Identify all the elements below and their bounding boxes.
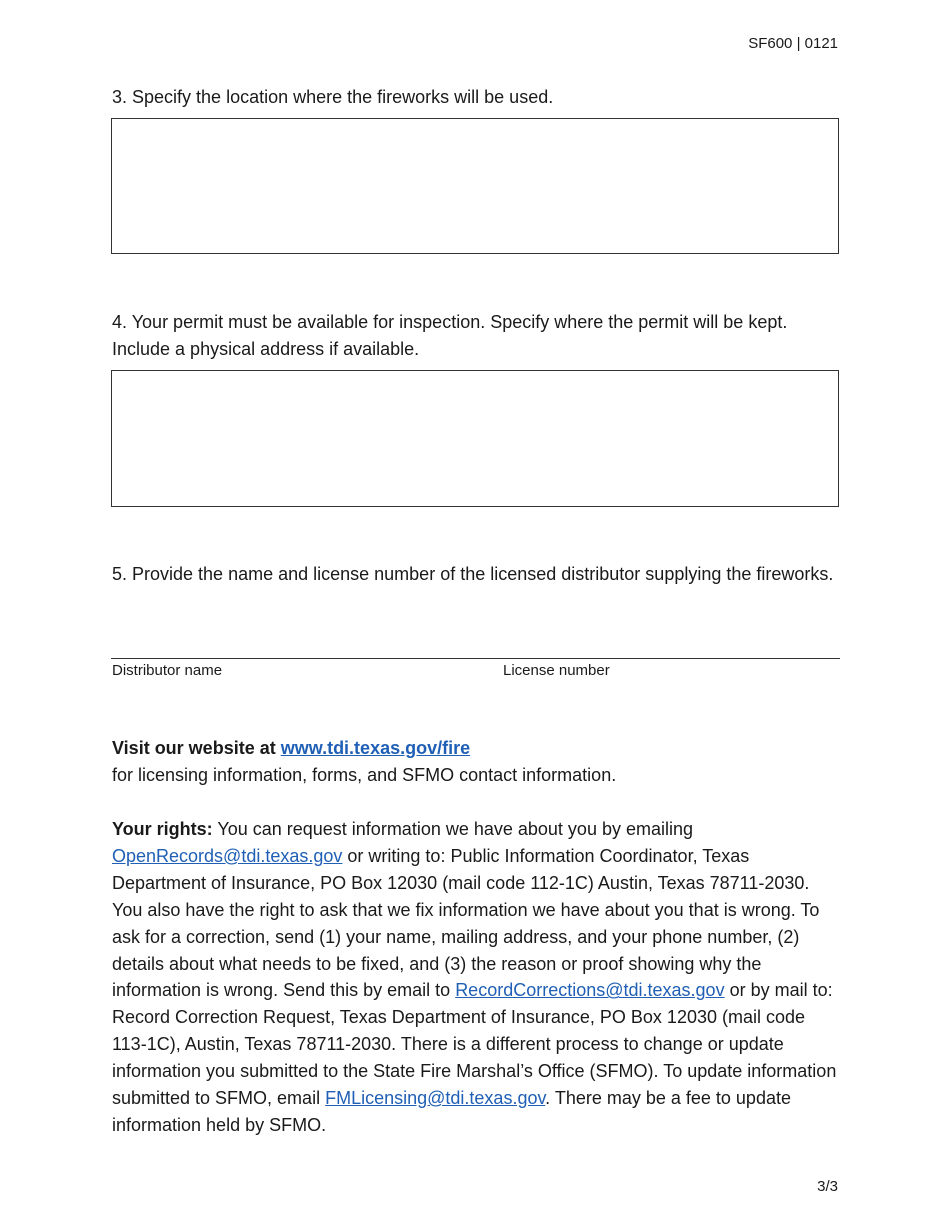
permit-location-answer-box[interactable] bbox=[111, 370, 839, 507]
rights-text-4: . There may be a fee to update information held by SFMO. bbox=[112, 1088, 791, 1135]
distributor-name-label: Distributor name bbox=[112, 662, 223, 679]
open-records-email-link[interactable]: OpenRecords@tdi.texas.gov bbox=[112, 845, 343, 866]
website-link[interactable]: www.tdi.texas.gov/fire bbox=[280, 738, 471, 758]
rights-heading: Your rights: bbox=[112, 819, 213, 839]
license-number-label: License number bbox=[503, 662, 610, 679]
location-answer-box[interactable] bbox=[111, 118, 839, 254]
question-5-label: 5. Provide the name and license number of the licensed distributor supplying the fireworks. bbox=[112, 564, 834, 584]
rights-section bbox=[112, 816, 842, 1139]
fm-licensing-email-link[interactable]: FMLicensing@tdi.texas.gov bbox=[325, 1088, 546, 1109]
website-lead: Visit our website at bbox=[112, 738, 276, 758]
question-4-label: 4. Your permit must be available for inspection. Specify where the permit will be kept. Include a physical address if available. bbox=[112, 312, 788, 359]
page-number: 3/3 bbox=[817, 1178, 838, 1195]
distributor-signature-line bbox=[111, 658, 840, 659]
website-tail: for licensing information, forms, and SFMO contact information. bbox=[112, 764, 617, 785]
rights-text-1: You can request information we have about you by emailing bbox=[217, 819, 693, 839]
question-3-label: 3. Specify the location where the fireworks will be used. bbox=[112, 87, 554, 107]
website-section bbox=[112, 735, 840, 788]
rights-text-3: or by mail to: Record Correction Request, Texas Department of Insurance, PO Box 12030 (mail code 113-1C), Austin, Texas 78711-2030. There is a different process to change or update information you submitted to the State Fire Marshal’s Office (SFMO). To update information submitted to SFMO, email bbox=[112, 980, 837, 1109]
distributor-name-field[interactable] bbox=[111, 630, 491, 656]
rights-text-2: or writing to: Public Information Coordinator, Texas Department of Insurance, PO Box 12030 (mail code 112-1C) Austin, Texas 78711-2030. You also have the right to ask that we fix information we have about you that is wrong. To ask for a correction, send (1) your name, mailing address, and your phone number, (2) details about what needs to be fixed, and (3) the reason or proof showing why the information is wrong. Send this by email to bbox=[112, 845, 820, 1001]
form-code: SF600 | 0121 bbox=[748, 35, 838, 52]
license-number-field[interactable] bbox=[502, 630, 832, 656]
record-corrections-email-link[interactable]: RecordCorrections@tdi.texas.gov bbox=[455, 980, 725, 1001]
